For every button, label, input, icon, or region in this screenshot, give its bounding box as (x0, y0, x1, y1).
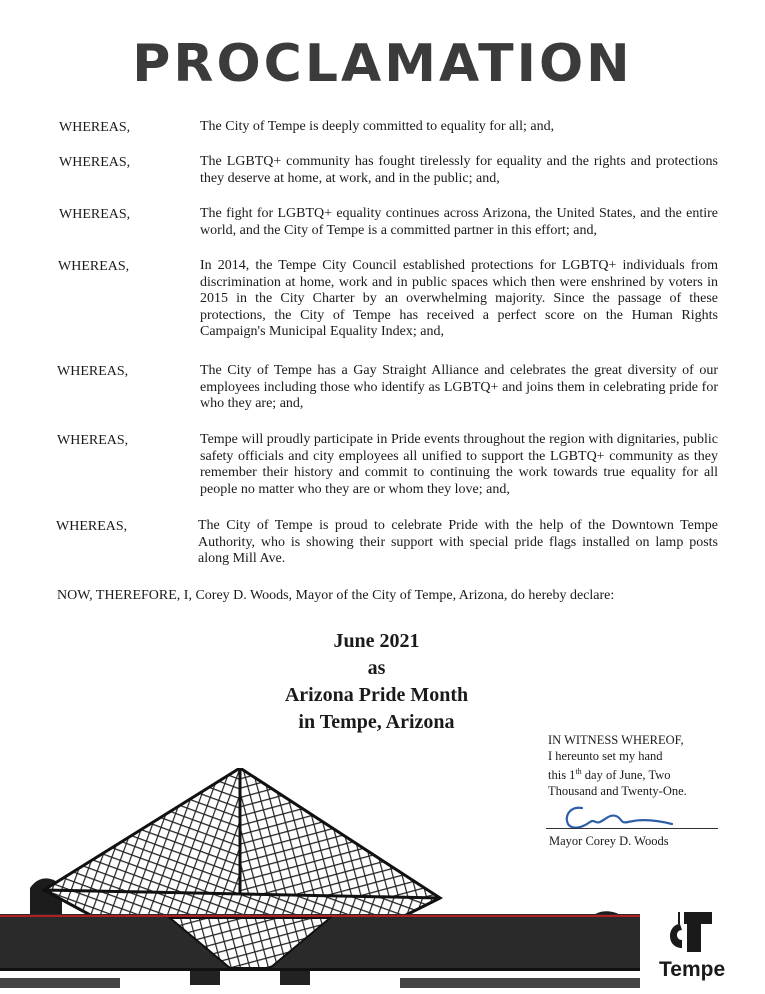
witness-line: this 1th day of June, Two (548, 767, 671, 783)
whereas-text: The City of Tempe is deeply committed to equality for all; and, (200, 119, 555, 134)
declaration (0, 628, 765, 736)
whereas-text: The City of Tempe is proud to celebrate Pride with the help of the Downtown Tempe Authority, who is showing their support with special pride flags installed on lamp posts along Mill Ave. (198, 518, 718, 566)
whereas-text: The LGBTQ+ community has fought tirelessly for equality and the rights and protections they deserve at home, at work, and in the public; and, (200, 154, 718, 186)
whereas-label: WHEREAS, (59, 207, 131, 222)
whereas-label: WHEREAS, (58, 259, 130, 274)
declaration-line: in Tempe, Arizona (298, 711, 455, 733)
whereas-label: WHEREAS, (57, 433, 129, 448)
declaration-intro: NOW, THEREFORE, I, Corey D. Woods, Mayor of the City of Tempe, Arizona, do hereby declare: (57, 588, 615, 603)
witness-line: IN WITNESS WHEREOF, (548, 733, 684, 747)
whereas-text: The City of Tempe has a Gay Straight Alliance and celebrates the great diversity of our employees including those who identify as LGBTQ+ and joins them in celebrating pride for who they are; and, (200, 363, 718, 411)
whereas-label: WHEREAS, (59, 120, 131, 135)
signature-name: Mayor Corey D. Woods (549, 834, 669, 848)
whereas-text: Tempe will proudly participate in Pride events throughout the region with dignitaries, public safety officials and city employees all unified to support the LGBTQ+ community as they remember their history and commit to continuing the work towards true equality for all people no matter who they are or whom they love; and, (200, 432, 718, 497)
declaration-line: as (367, 657, 386, 679)
whereas-label: WHEREAS, (57, 364, 129, 379)
declaration-line: June 2021 (333, 630, 420, 652)
declaration-line: Arizona Pride Month (284, 684, 469, 706)
city-hall-illustration (0, 768, 640, 994)
whereas-label: WHEREAS, (56, 519, 128, 534)
witness-line: I hereunto set my hand (548, 749, 663, 763)
whereas-text: In 2014, the Tempe City Council established protections for LGBTQ+ individuals from discrimination at home, work and in public spaces which then were enshrined by voters in 2015 in the City Charter by an overwhelming majority. Since the passage of these protections, the City of Tempe has received a perfect score on the Human Rights Campaign's Municipal Equality Index; and, (200, 258, 718, 339)
whereas-label: WHEREAS, (59, 155, 131, 170)
tempe-logo-icon (660, 910, 720, 958)
tempe-logo-text: Tempe (659, 958, 726, 981)
whereas-text: The fight for LGBTQ+ equality continues across Arizona, the United States, and the entire world, and the City of Tempe is a committed partner in this effort; and, (200, 206, 718, 238)
page-title: PROCLAMATION (132, 34, 633, 94)
witness-line: Thousand and Twenty-One. (548, 784, 687, 799)
